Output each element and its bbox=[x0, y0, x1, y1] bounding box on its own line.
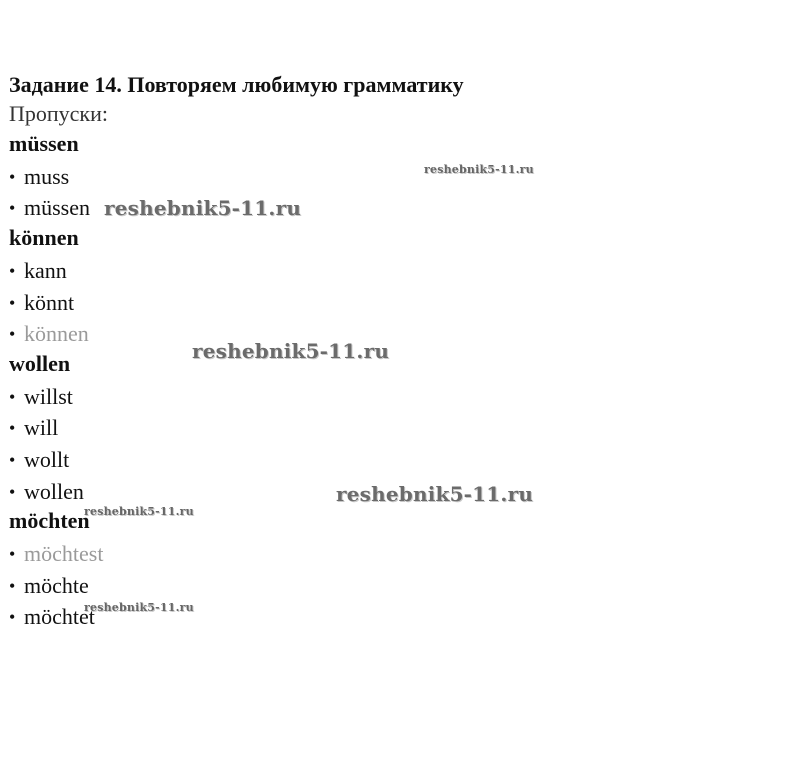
verb-form: könnt bbox=[24, 289, 75, 315]
list-item bbox=[9, 570, 789, 602]
list-item bbox=[9, 255, 789, 287]
exercise-content bbox=[9, 72, 789, 633]
bullet-icon: • bbox=[9, 544, 16, 565]
list-item bbox=[9, 287, 789, 319]
watermark: reshebnik5-11.ru bbox=[84, 505, 194, 518]
verb-form: wollen bbox=[24, 478, 84, 504]
watermark: reshebnik5-11.ru bbox=[104, 196, 302, 220]
verb-heading: wollen bbox=[9, 350, 71, 376]
list-item bbox=[9, 538, 789, 570]
watermark: reshebnik5-11.ru bbox=[336, 482, 534, 506]
verb-form: kann bbox=[24, 257, 67, 283]
list-item bbox=[9, 444, 789, 476]
verb-form: möchtest bbox=[24, 541, 104, 567]
verb-form: will bbox=[24, 415, 59, 441]
list-item bbox=[9, 318, 789, 350]
verb-form: muss bbox=[24, 163, 70, 189]
verb-form: willst bbox=[24, 383, 73, 409]
verb-form: können bbox=[24, 321, 89, 347]
watermark: reshebnik5-11.ru bbox=[192, 339, 390, 363]
exercise-instruction: Пропуски: bbox=[9, 101, 108, 126]
bullet-icon: • bbox=[9, 166, 16, 187]
bullet-icon: • bbox=[9, 418, 16, 439]
verb-heading: können bbox=[9, 225, 79, 251]
bullet-icon: • bbox=[9, 324, 16, 345]
list-item bbox=[9, 381, 789, 413]
verb-form: müssen bbox=[24, 195, 90, 221]
verb-heading: möchten bbox=[9, 508, 90, 534]
verb-form: wollt bbox=[24, 446, 70, 472]
watermark: reshebnik5-11.ru bbox=[84, 601, 194, 614]
verb-group-koennen bbox=[9, 224, 789, 350]
bullet-icon: • bbox=[9, 386, 16, 407]
verb-form: möchte bbox=[24, 572, 89, 598]
exercise-title: Задание 14. Повторяем любимую грамматику bbox=[9, 72, 464, 97]
verb-heading: müssen bbox=[9, 131, 79, 156]
verb-group-moechten bbox=[9, 507, 789, 633]
list-item bbox=[9, 413, 789, 445]
bullet-icon: • bbox=[9, 607, 16, 628]
bullet-icon: • bbox=[9, 481, 16, 502]
bullet-icon: • bbox=[9, 575, 16, 596]
list-item bbox=[9, 161, 789, 193]
bullet-icon: • bbox=[9, 198, 16, 219]
bullet-icon: • bbox=[9, 449, 16, 470]
verb-form: möchtet bbox=[24, 604, 95, 630]
watermark: reshebnik5-11.ru bbox=[424, 163, 534, 176]
bullet-icon: • bbox=[9, 292, 16, 313]
bullet-icon: • bbox=[9, 260, 16, 281]
